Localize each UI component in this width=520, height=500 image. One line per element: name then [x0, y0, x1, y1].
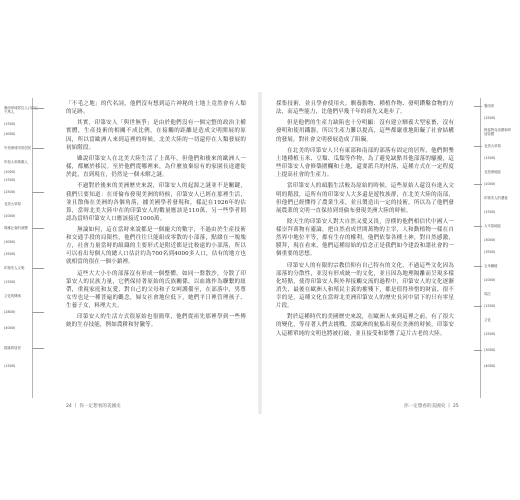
paragraph: 對於這種時代的美國歷史來說，在歐洲人來到這裡之前，有了很大的變化，等待著人們去挑戰，當歐洲的航船出現在美洲的時候，印第安人這種單純的文明也將被打破，並且接受和影響了這片古老的大陸。 — [276, 314, 454, 337]
side-note: (2000) — [4, 170, 16, 174]
paragraph: 印第安人的有限的宗教信仰有自己特有的文化，不過這些文化因為部落的分散性，並沒有形成統一的文化，並且因為地理隔離而呈現多樣化特點，使得印第安人與外界接觸交流的過程中，印第安人的文化逐漸消失，最後在歐洲人和殖民主義的摧殘下，都是值得珍惜的財富，很不幸的是，這種文化在當時北美洲印第安人的歷史長河中留下的只有零星片段。 — [276, 262, 454, 310]
side-note: (2500) — [4, 190, 16, 194]
paragraph: 這些大大小小的部落沒有形成一個整體，如同一盤散沙，分散了印第安人的民族力量，它們保持著原始的氏族關係，以血緣作為聯繫的紐帶，重視家庭和友愛，對自己的父母和子女呵護備至，在部落中，男尊女卑也是一種普遍的觀念，婦女社會地位低下，她們平日裡管理孩子、生養子女，料理大夫。 — [66, 270, 246, 310]
paragraph: 「不毛之地」的代名詞，他們沒有想到這片神秘的土地上竟然會有人類的足跡。 — [66, 101, 246, 116]
side-note: (1500) — [484, 304, 496, 308]
side-note: 墨西哥 — [484, 104, 495, 108]
page-footer: 24 丨 你一定想看的美國史 — [66, 404, 121, 409]
side-note: (1500) — [4, 280, 16, 284]
side-note: 北美大草原 — [484, 144, 501, 148]
paragraph: 但是他們的生產力缺陷也十分明顯：沒有建立馴養大型家畜，沒有發明和使用鐵器，所以生產力難以提高，這些都嚴重地阻礙了社會結構的發展，對社會文明發展造成了阻礙。 — [276, 120, 454, 143]
side-note: 文化 — [484, 318, 491, 322]
side-note: (3000) — [4, 240, 16, 244]
side-note: 文化的傳承 — [4, 294, 21, 298]
timeline-tick — [474, 106, 482, 107]
timeline-tick — [32, 312, 44, 313]
timeline-tick — [32, 268, 44, 269]
side-note: 馬匹 — [484, 292, 491, 296]
side-note: 玉米種植 — [484, 264, 498, 268]
side-note: 中美洲城市的居民 — [4, 146, 32, 150]
right-page — [260, 90, 520, 415]
paragraph: 其實，印第安人「與世無爭」是由於他們沒有一個完整的政治主權實體，生產技術的相關不成比例，在接觸的距離是造成文明開展的原因，所以當歐洲人來到這裡的時候，北美大陸的一切還停在人類發展的初始階段。 — [66, 120, 246, 151]
side-note: 印第安人文明 — [4, 266, 25, 270]
side-note: 大平原地區 — [484, 224, 501, 228]
side-note: (3500) — [484, 250, 496, 254]
paragraph: 雖說印第安人在北美大陸生活了上萬年，但他們和後來的歐洲人一樣，都屬於移民。至於他們從哪裡來，為什麼放棄原有的家園長途遷徙於此，直到現在，仍然是一個未解之謎。 — [66, 155, 246, 179]
side-note: (4000) — [484, 364, 496, 368]
side-note: (2000) — [4, 214, 16, 218]
timeline-tick — [474, 306, 482, 307]
side-note: (1500) — [4, 122, 16, 126]
timeline-tick — [32, 192, 44, 193]
timeline-tick — [474, 350, 482, 351]
side-note: (1500) — [484, 156, 496, 160]
paragraph: 無論如何，這在當時來說都是一個龐大的數字，不過由於生產技術和交通手段的局限性，他們往往只能組成零散的小部落，點綴在一塊塊方，社會力量當時的組織的主要形式是附近都是比較遠的小部落，所以可以看出每個人的總人口估計約為700名到4000多人口，估有的地方也就相當的很在一個小鎮裡。 — [66, 227, 246, 266]
side-note: 阿茲特克帝國和印加帝國 — [484, 128, 512, 137]
side-note: (1500) — [4, 364, 16, 368]
side-note: 印加人和瑪雅人 — [4, 160, 28, 164]
side-note: (2500) — [484, 332, 496, 336]
side-note: (2800) — [4, 310, 16, 314]
side-note: 印第安人的遷徙 — [484, 196, 508, 200]
timeline-tick — [32, 228, 44, 229]
timeline-tick — [474, 184, 482, 185]
timeline-tick — [32, 348, 44, 349]
side-note: (3500) — [4, 252, 16, 256]
paragraph: 在北美的印第安人只有東部和南部的部落有固定的居所，他們開墾土地種植玉米、豆類、瓜類等作物，為了避免缺點其他部落的騷擾，這些印第安人會修築圍欄和土地，還要派兵的村落，這種方式在一定程度上提高社會的生產力。 — [276, 147, 454, 179]
side-note: (3000) — [484, 348, 496, 352]
timeline-tick — [32, 108, 44, 109]
side-note: (4000) — [4, 326, 16, 330]
timeline-line — [32, 98, 33, 398]
paragraph: 當印第安人的頭腦生活較為原始的時候，這些原始人還沒有進入文明的階段，這所有的印第安人大多還是遊牧族群，在北美大陸的南部，但他們已經懂得了農業生產，並且製造出一定的技術，所以為了他們發展農業的文明一直保持到哥倫布發現美洲大陸的時候。 — [276, 183, 454, 214]
side-note: (3000) — [484, 238, 496, 242]
side-note: (2000) — [484, 278, 496, 282]
right-page-body — [276, 100, 454, 341]
side-note: 北美大草原 — [4, 202, 21, 206]
side-note: (3000) — [4, 132, 16, 136]
paragraph: 採集技術，並且學會使用火。馴養動物、種植作物、發明鑽鑿食物的方法，而這些能力，比他們早幾千年的祖先又進步了。 — [276, 101, 454, 116]
book-spread — [0, 90, 520, 415]
left-page — [0, 90, 260, 415]
page-footer: 你一定想看的美國史 丨 25 — [404, 404, 459, 409]
paragraph: 印第安人的生活方式很原始也很簡單，他們從祖先那裡學到一些傳統的生存技能，例如農耕和狩獵等。 — [66, 314, 246, 329]
side-note: (2500) — [484, 116, 496, 120]
side-note: 北美洲地區 — [484, 170, 501, 174]
side-note: (1500) — [4, 178, 16, 182]
side-note: (2000) — [484, 182, 496, 186]
side-note: 群落的居民 — [4, 346, 21, 350]
left-page-body — [66, 100, 246, 333]
timeline-tick — [474, 226, 482, 227]
paragraph: 除天生的印第安人對大自然又愛又畏，淳樸的他們相信代中國人一樣崇拜萬物有靈論，把自然看成世間萬物的主宰，人和動植物一樣在自然界中地位平等，都有生存的權利，他們依靠各種土神，對自然感激，膜拜，現在看來，他們這種原始的信念正是我們如今建設和諧社會的一個重要的思想。 — [276, 218, 454, 258]
timeline-line — [480, 98, 481, 398]
side-note: (1500) — [484, 210, 496, 214]
timeline-tick — [474, 266, 482, 267]
timeline-tick — [32, 148, 44, 149]
timeline-tick — [474, 146, 482, 147]
side-note: 墨西哥城居住人口約五千萬人 — [4, 106, 38, 115]
side-note: 瑪雅社會的演變 — [4, 226, 28, 230]
paragraph: 不過對於後來的美洲歷史來說，印第安人的起源之謎並不是關鍵，我們只要知道：在哥倫布發現美洲的時候，印第安人已經在那裡生活，並且散佈在美洲的各個角落，據美國學者發現和，樣記在1926年的估算，當時北美大陸中在的印第安人的數量應該是110萬，另一些學者則認為當時印第安人口應該接近1000萬。 — [66, 183, 246, 222]
